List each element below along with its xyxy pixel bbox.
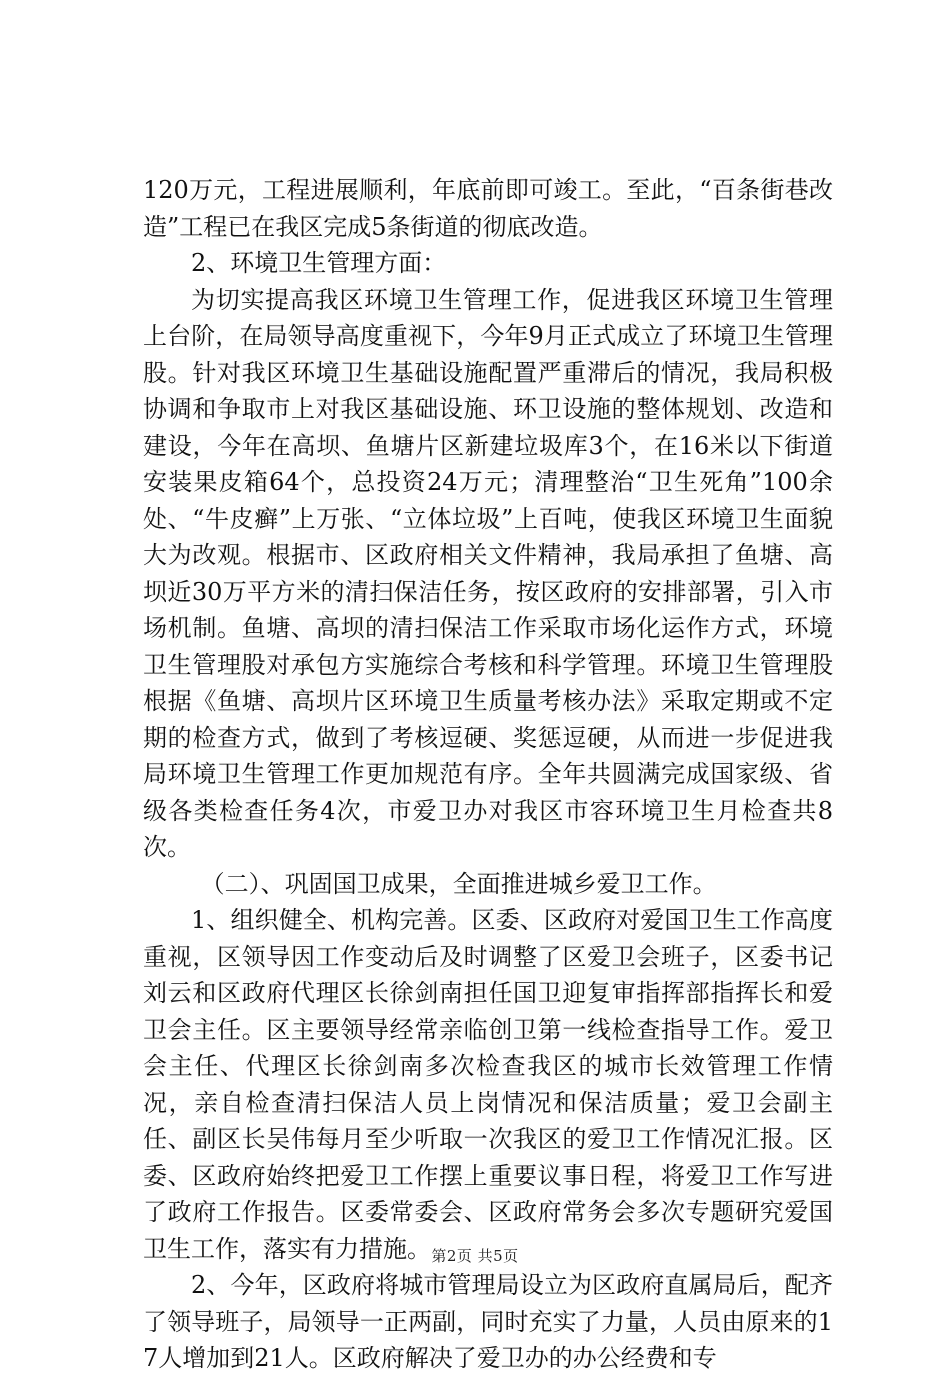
document-body bbox=[143, 172, 833, 1377]
page-number-footer: 第2页 共5页 bbox=[431, 1247, 519, 1265]
section-heading-patriotic-health: （二）、巩固国卫成果，全面推进城乡爱卫工作。 bbox=[200, 869, 717, 898]
paragraph-organization: 1、组织健全、机构完善。区委、区政府对爱国卫生工作高度重视，区领导因工作变动后及时调整了区爱卫会班子，区委书记刘云和区政府代理区长徐剑南担任国卫迎复审指挥部指挥长和爱卫会主任。区主要领导经常亲临创卫第一线检查指导工作。爱卫会主任、代理区长徐剑南多次检查我区的城市长效管理工作情况，亲自检查清扫保洁人员上岗情况和保洁质量；爱卫会副主任、副区长吴伟每月至少听取一次我区的爱卫工作情况汇报。区委、区政府始终把爱卫工作摆上重要议事日程，将爱卫工作写进了政府工作报告。区委常委会、区政府常务会多次专题研究爱国卫生工作，落实有力措施。 bbox=[143, 906, 833, 1263]
paragraph-sanitation-management: 为切实提高我区环境卫生管理工作，促进我区环境卫生管理上台阶，在局领导高度重视下，今年9月正式成立了环境卫生管理股。针对我区环境卫生基础设施配置严重滞后的情况，我局积极协调和争取市上对我区基础设施、环卫设施的整体规划、改造和建设，今年在高坝、鱼塘片区新建垃圾库3个，在16米以下街道安装果皮箱64个，总投资24万元；清理整治“卫生死角”100余处、“牛皮癣”上万张、“立体垃圾”上百吨，使我区环境卫生面貌大为改观。根据市、区政府相关文件精神，我局承担了鱼塘、高坝近30万平方米的清扫保洁任务，按区政府的安排部署，引入市场机制。鱼塘、高坝的清扫保洁工作采取市场化运作方式，环境卫生管理股对承包方实施综合考核和科学管理。环境卫生管理股根据《鱼塘、高坝片区环境卫生质量考核办法》采取定期或不定期的检查方式，做到了考核逗硬、奖惩逗硬，从而进一步促进我局环境卫生管理工作更加规范有序。全年共圆满完成国家级、省级各类检查任务4次，市爱卫办对我区市容环境卫生月检查共8次。 bbox=[143, 285, 833, 861]
section-heading-sanitation: 2、环境卫生管理方面： bbox=[191, 249, 447, 277]
paragraph-staffing: 2、今年，区政府将城市管理局设立为区政府直属局后，配齐了领导班子，局领导一正两副，同时充实了力量，人员由原来的17人增加到21人。区政府解决了爱卫办的办公经费和专 bbox=[143, 1271, 833, 1372]
paragraph-continuation: 120万元，工程进展顺利，年底前即可竣工。至此，“百条街巷改造”工程已在我区完成5条街道的彻底改造。 bbox=[143, 176, 833, 241]
